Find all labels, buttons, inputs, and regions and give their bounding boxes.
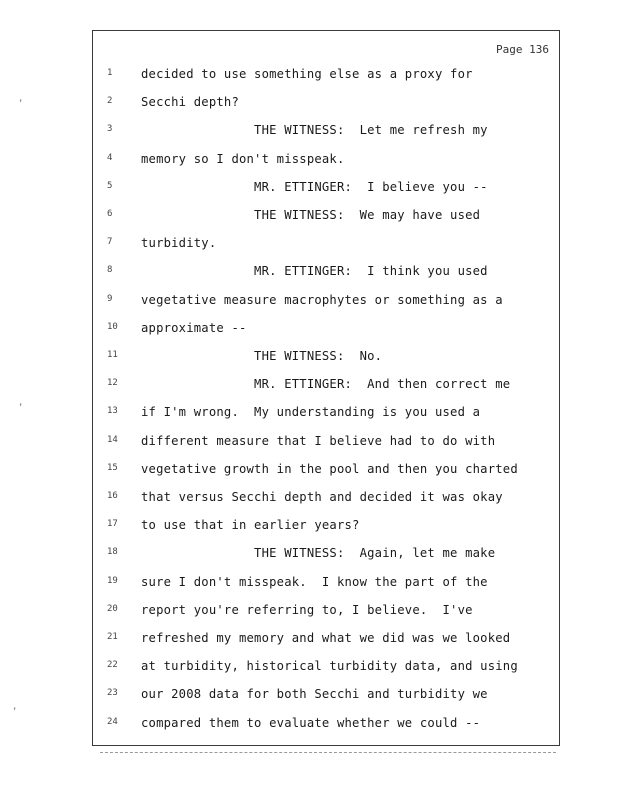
line-text: to use that in earlier years? (141, 518, 360, 533)
margin-mark: , (18, 398, 24, 408)
line-number: 13 (107, 406, 118, 417)
transcript-line (93, 67, 559, 87)
line-text: THE WITNESS: Again, let me make (141, 546, 496, 561)
line-number: 6 (107, 209, 113, 219)
transcript-line (93, 321, 559, 341)
line-number: 22 (107, 660, 118, 671)
line-text: decided to use something else as a proxy for (141, 67, 473, 81)
line-text: if I'm wrong. My understanding is you used a (141, 405, 481, 420)
line-text: refreshed my memory and what we did was we looked (141, 631, 511, 645)
transcript-line (93, 434, 559, 454)
margin-mark: , (18, 94, 24, 104)
line-text: vegetative measure macrophytes or something as a (141, 292, 503, 307)
line-number: 20 (107, 603, 118, 614)
line-number: 2 (107, 96, 113, 107)
line-number: 5 (107, 180, 113, 191)
line-number: 10 (107, 321, 118, 332)
line-text: THE WITNESS: We may have used (141, 208, 481, 222)
margin-mark: , (12, 702, 18, 712)
transcript-line (93, 405, 559, 425)
line-number: 1 (107, 68, 113, 78)
line-text: compared them to evaluate whether we could -- (141, 715, 481, 730)
transcript-line (93, 575, 559, 595)
transcript-line (93, 377, 559, 397)
transcript-line (93, 716, 559, 736)
line-number: 15 (107, 462, 118, 473)
transcript-line (93, 631, 559, 651)
line-number: 14 (107, 434, 118, 445)
page-number-header: Page 136 (496, 43, 549, 56)
line-text: MR. ETTINGER: And then correct me (141, 377, 511, 392)
line-text: approximate -- (141, 320, 247, 335)
transcript-line (93, 546, 559, 566)
line-text: THE WITNESS: No. (141, 349, 383, 363)
transcript-line (93, 687, 559, 707)
line-text: turbidity. (141, 236, 217, 251)
transcript-page (92, 30, 560, 746)
line-text: different measure that I believe had to do with (141, 433, 496, 448)
line-number: 18 (107, 547, 118, 558)
line-text: our 2008 data for both Secchi and turbidity we (141, 687, 488, 702)
transcript-line (93, 152, 559, 172)
line-number: 8 (107, 265, 113, 276)
line-text: memory so I don't misspeak. (141, 151, 345, 166)
line-number: 24 (107, 716, 118, 727)
line-text: at turbidity, historical turbidity data, and using (141, 659, 518, 674)
transcript-line (93, 462, 559, 482)
line-text: report you're referring to, I believe. I've (141, 602, 473, 617)
bottom-divider (100, 752, 556, 753)
transcript-line (93, 208, 559, 228)
transcript-line (93, 490, 559, 510)
transcript-line (93, 659, 559, 679)
line-text: sure I don't misspeak. I know the part of the (141, 574, 488, 589)
transcript-line (93, 293, 559, 313)
line-text: MR. ETTINGER: I think you used (141, 264, 488, 279)
transcript-line (93, 236, 559, 256)
line-number: 21 (107, 632, 118, 642)
line-number: 17 (107, 519, 118, 530)
line-text: Secchi depth? (141, 95, 239, 110)
line-number: 19 (107, 575, 118, 586)
line-text: that versus Secchi depth and decided it was okay (141, 490, 503, 504)
line-number: 12 (107, 378, 118, 389)
transcript-line (93, 264, 559, 284)
transcript-line (93, 123, 559, 143)
transcript-line (93, 518, 559, 538)
transcript-line (93, 603, 559, 623)
transcript-line (93, 95, 559, 115)
line-number: 23 (107, 688, 118, 699)
line-text: vegetative growth in the pool and then you charted (141, 461, 518, 476)
transcript-line (93, 349, 559, 369)
transcript-line (93, 180, 559, 200)
line-number: 4 (107, 152, 113, 163)
line-number: 3 (107, 124, 113, 135)
line-text: THE WITNESS: Let me refresh my (141, 123, 488, 138)
line-number: 16 (107, 491, 118, 501)
line-number: 9 (107, 293, 113, 304)
line-number: 7 (107, 237, 113, 248)
line-number: 11 (107, 350, 118, 360)
line-text: MR. ETTINGER: I believe you -- (141, 179, 488, 194)
